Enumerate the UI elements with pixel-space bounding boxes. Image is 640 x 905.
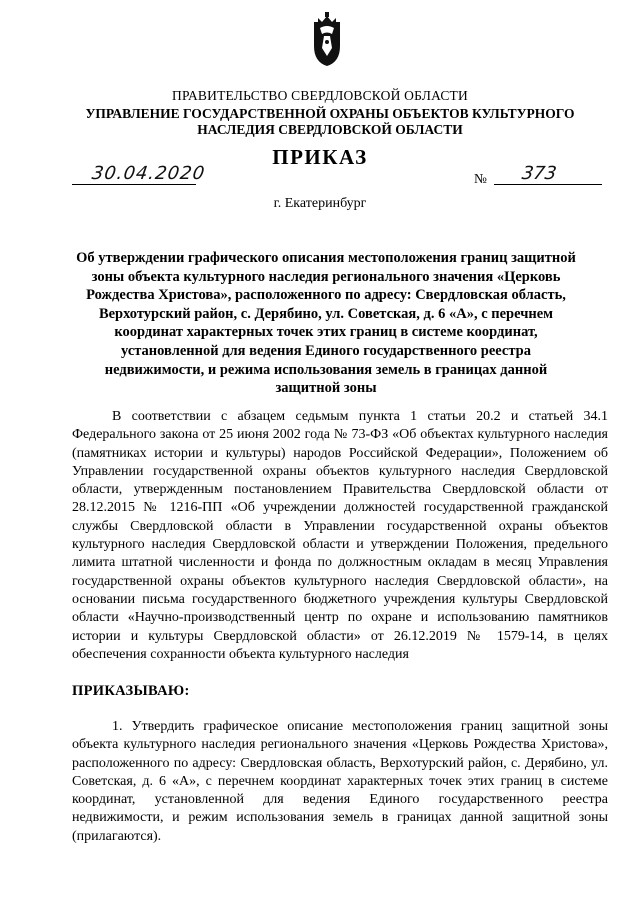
order-heading: ПРИКАЗЫВАЮ: [72, 683, 190, 699]
government-name: ПРАВИТЕЛЬСТВО СВЕРДЛОВСКОЙ ОБЛАСТИ [172, 88, 468, 103]
date-underline [72, 183, 196, 185]
city: г. Екатеринбург [273, 196, 367, 211]
document-subject: Об утверждении графического описания местоположения границ защитной зоны объекта культурного наследия регионального значения «Церковь Рождества Христова», расположенного по адресу: Свердловская область, Верхотурский район, с. Дерябино, ул. Советская, д. 6 «А», с перечнем координат характерных точек этих границ в системе координат, установленной для ведения Единого государственного реестра недвижимости, и режима использования земель в границах данной защитной зоны [76, 250, 576, 397]
document-number: 373 [520, 163, 558, 184]
number-label: № [474, 171, 487, 186]
number-underline [494, 183, 602, 185]
document-title: ПРИКАЗ [272, 145, 368, 169]
department-name: УПРАВЛЕНИЕ ГОСУДАРСТВЕННОЙ ОХРАНЫ ОБЪЕКТОВ КУЛЬТУРНОГО НАСЛЕДИЯ СВЕРДЛОВСКОЙ ОБЛАСТИ [85, 106, 575, 137]
preamble-paragraph: В соответствии с абзацем седьмым пункта 1 статьи 20.2 и статьей 34.1 Федерального закона от 25 июня 2002 года № 73-ФЗ «Об объектах культурного наследия (памятниках истории и культуры) народов Российской Федерации», Положением об Управлении государственной охраны объектов культурного наследия Свердловской области, утвержденным постановлением Правительства Свердловской области от 28.12.2015 № 1216-ПП «Об учреждении должностей государственной гражданской службы Свердловской области в Управлении государственной охраны объектов культурного наследия Свердловской области и утверждении Положения, предельного лимита штатной численности и фонда по должностным окладам в месяц Управления государственной охраны объектов культурного наследия Свердловской области», на основании письма государственного бюджетного учреждения культуры Свердловской области «Научно-производственный центр по охране и использованию памятников истории и культуры Свердловской области» от 26.12.2019 № 1579-14, в целях обеспечения сохранности объекта культурного наследия [72, 409, 608, 662]
coat-of-arms-icon [310, 12, 344, 68]
order-item: 1. Утвердить графическое описание местоположения границ защитной зоны объекта культурного наследия регионального значения «Церковь Рождества Христова», расположенного по адресу: Свердловская область, Верхотурский район, с. Дерябино, ул. Советская, д. 6 «А», с перечнем координат характерных точек этих границ в системе координат, установленной для ведения Единого государственного реестра недвижимости, и режим использования земель в границах данной защитной зоны (прилагаются). [72, 719, 608, 844]
document-date: 30.04.2020 [90, 163, 207, 184]
